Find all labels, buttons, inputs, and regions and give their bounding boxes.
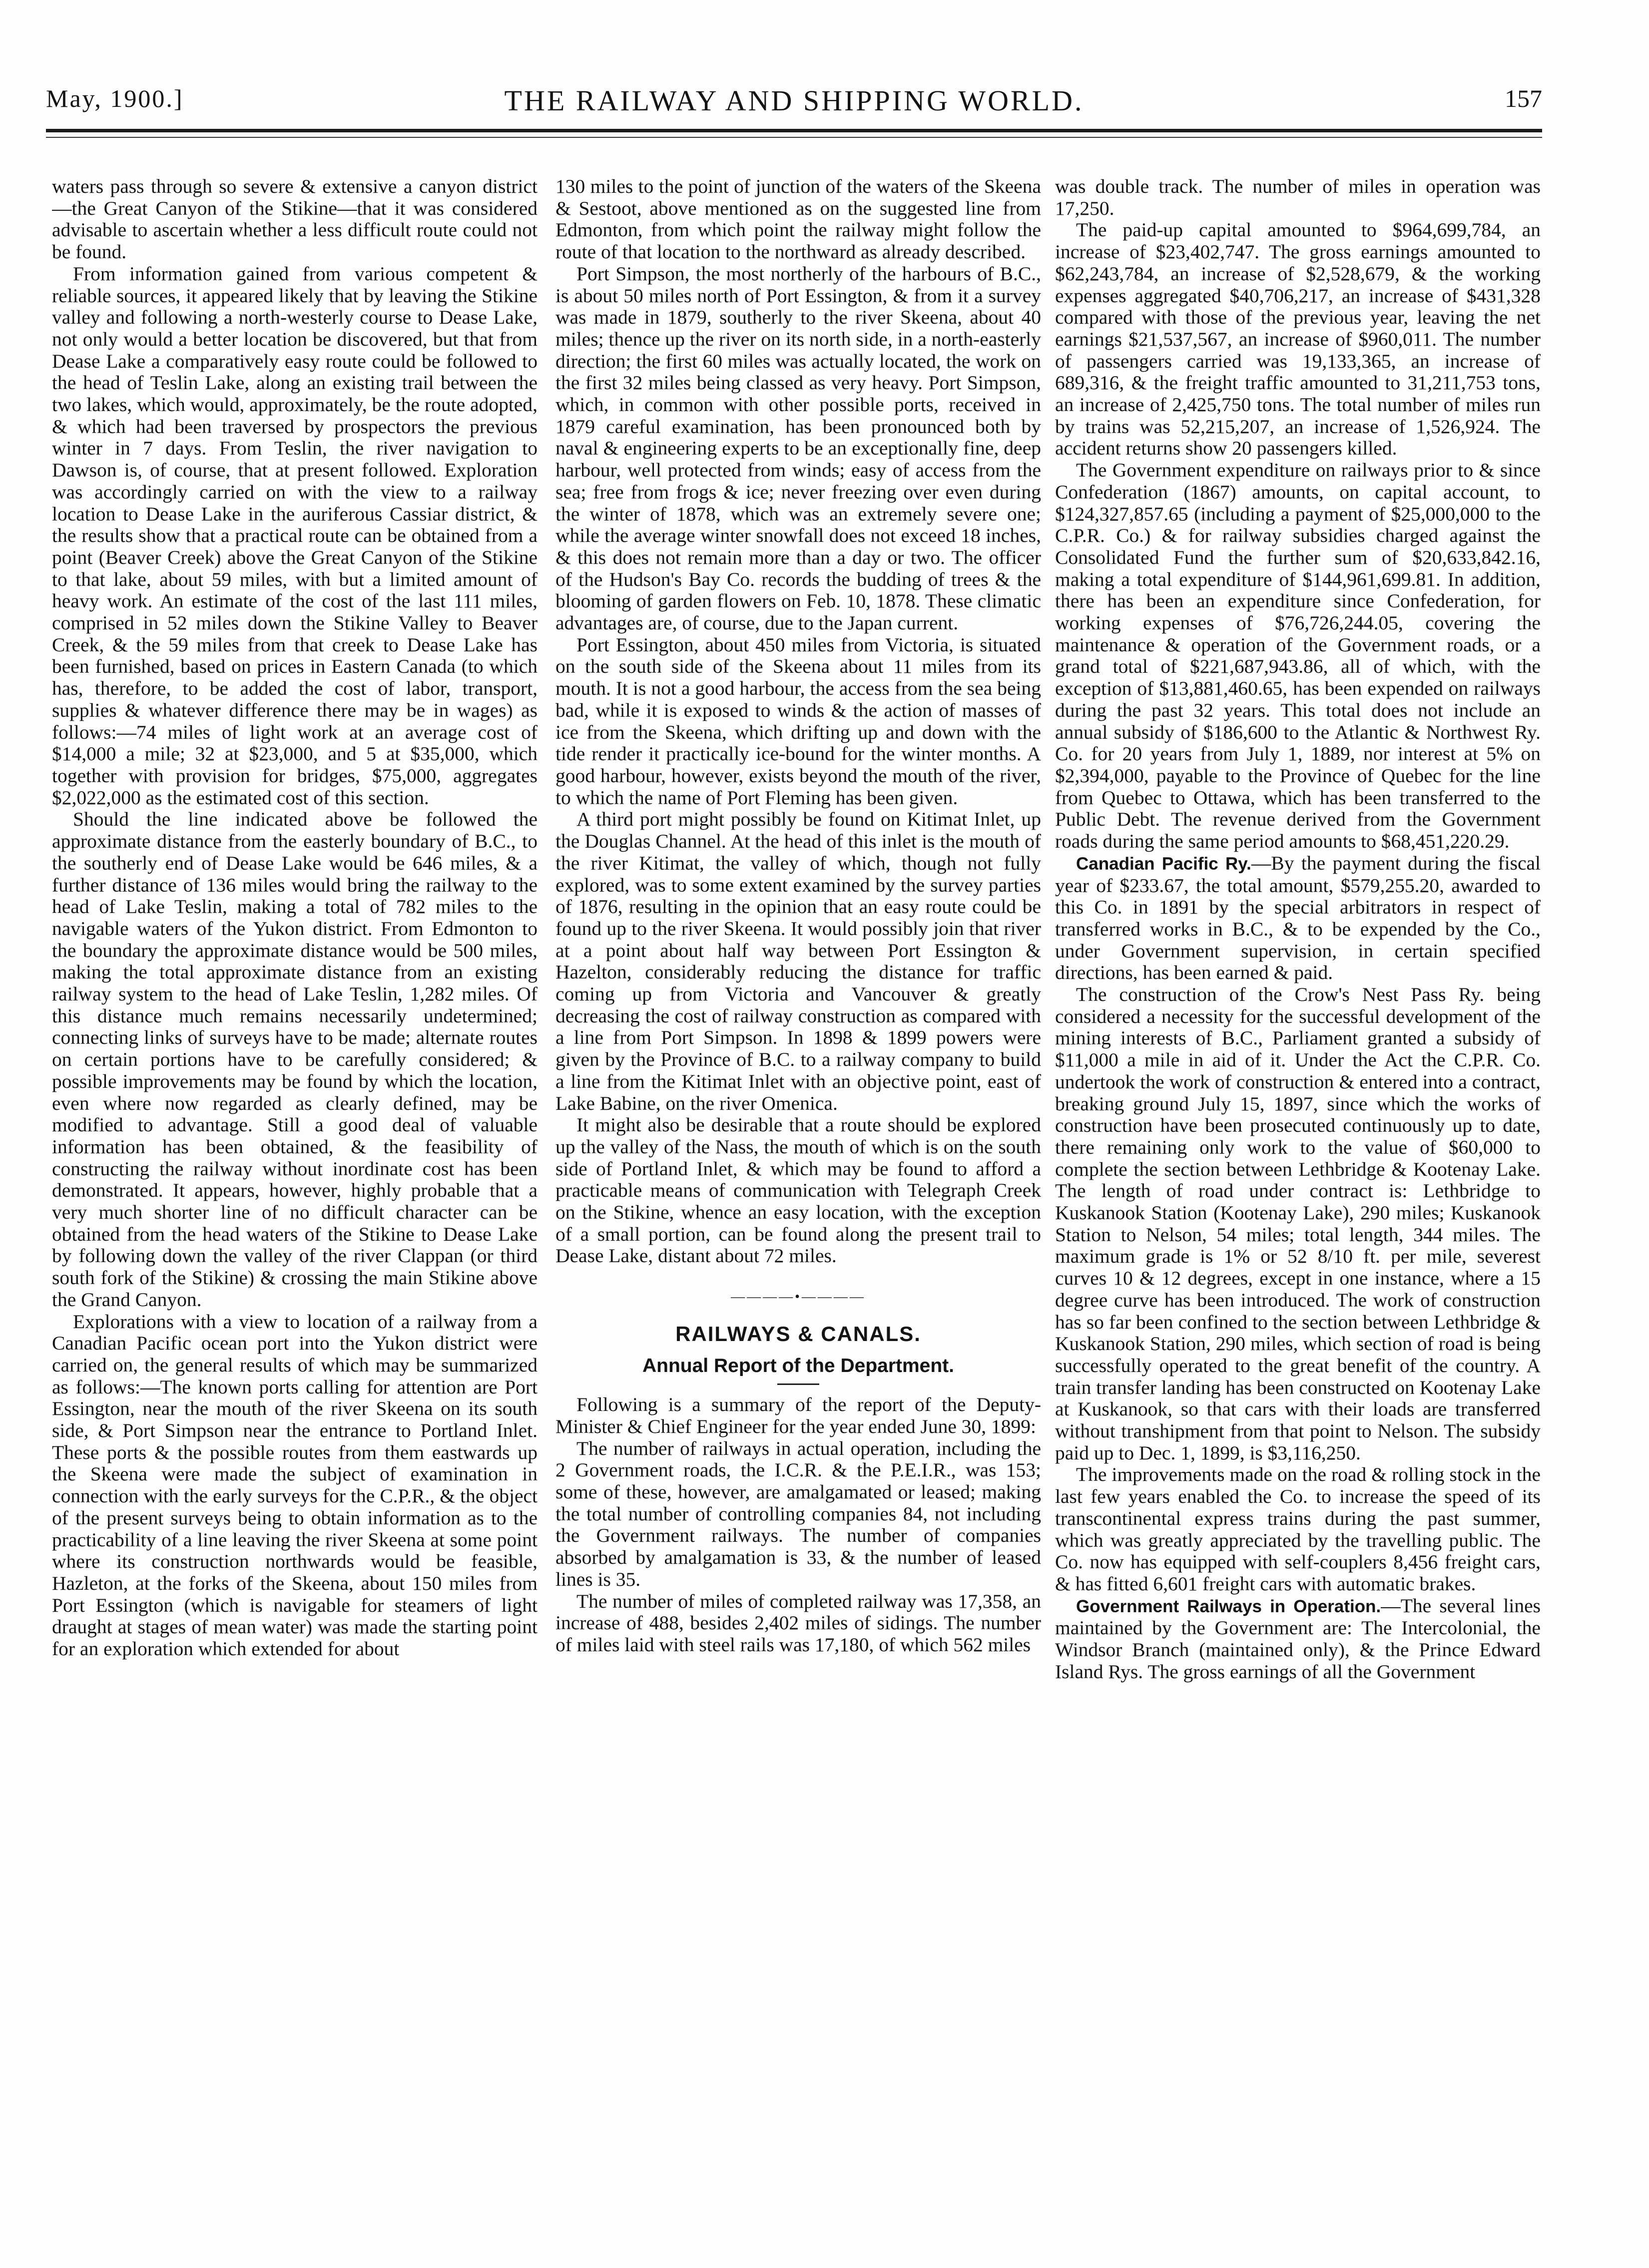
paragraph: Port Essington, about 450 miles from Victoria, is situated on the south side of the Skeena about 11 miles from its mouth. It is not a good harbour, the access from the sea being bad, while it is exposed to winds & the action of masses of ice from the Skeena, which drifting up and down with the tide render it practically ice-bound for the winter months. A good harbour, however, exists beyond the mouth of the river, to which the name of Port Fleming has been given. xyxy=(555,633,1041,809)
column-2 xyxy=(555,176,1041,2229)
paragraph: Should the line indicated above be followed the approximate distance from the easterly boundary of B.C., to the southerly end of Dease Lake would be 646 miles, & a further distance of 136 miles would bring the railway to the head of Lake Teslin, making a total of 782 miles to the navigable waters of the Yukon district. From Edmonton to the boundary the approximate distance would be 500 miles, making the total approximate distance from an existing railway system to the head of Lake Teslin, 1,282 miles. Of this distance much remains necessarily undetermined; connecting links of surveys have to be made; alternate routes on certain portions have to be carefully considered; & possible improvements may be found by which the location, even where now regarded as clearly defined, may be modified to advantage. Still a good deal of valuable information has been obtained, & the feasibility of constructing the railway without inordinate cost has been demonstrated. It appears, however, highly probable that a very much shorter line of no difficult character can be obtained from the head waters of the Stikine to Dease Lake by following down the valley of the river Clappan (or third south fork of the Stikine) & crossing the main Stikine above the Grand Canyon. xyxy=(52,808,538,1311)
paragraph-text: —The several lines maintained by the Government are: The Intercolonial, the Windsor Branch (maintained only), & the Prince Edward Island Rys. The gross earnings of all the Government xyxy=(1055,1594,1541,1683)
column-1 xyxy=(52,176,538,2229)
publication-title: THE RAILWAY AND SHIPPING WORLD. xyxy=(504,84,1084,117)
paragraph: The Government expenditure on railways prior to & since Confederation (1867) amounts, on capital account, to $124,327,857.65 (including a payment of $25,000,000 to the C.P.R. Co.) & for railway subsidies charged against the Consolidated Fund the further sum of $20,633,842.16, making a total expenditure of $144,961,699.81. In addition, there has been an expenditure since Confederation, for working expenses of $76,726,244.05, covering the maintenance & operation of the Government roads, or a grand total of $221,687,943.86, all of which, with the exception of $13,881,460.65, has been expended on railways during the past 32 years. This total does not include an annual subsidy of $186,600 to the Atlantic & Northwest Ry. Co. for 20 years from July 1, 1889, nor interest at 5% on $2,394,000, payable to the Province of Quebec for the line from Quebec to Ottawa, which has been transferred to the Public Debt. The revenue derived from the Government roads during the same period amounts to $68,451,220.29. xyxy=(1055,459,1541,853)
page-number: 157 xyxy=(1505,84,1542,112)
page-header xyxy=(46,84,1542,124)
run-in-heading: Government Railways in Operation. xyxy=(1076,1596,1381,1616)
paragraph: was double track. The number of miles in operation was 17,250. xyxy=(1055,176,1541,219)
paragraph: Explorations with a view to location of a railway from a Canadian Pacific ocean port into the Yukon district were carried on, the general results of which may be summarized as follows:—The known ports calling for attention are Port Essington, near the mouth of the river Skeena on its south side, & Port Simpson near the entrance to Portland Inlet. These ports & the possible routes from them eastwards up the Skeena were made the subject of examination in connection with the early surveys for the C.P.R., & the object of the present surveys being to obtain information as to the practicability of a line leaving the river Skeena at some point where its construction northwards would be feasible, Hazleton, at the forks of the Skeena, about 150 miles from Port Essington (which is navigable for steamers of light draught at stages of mean water) was made the starting point for an exploration which extended for about xyxy=(52,1310,538,1660)
issue-date: May, 1900.] xyxy=(46,84,184,112)
paragraph: Following is a summary of the report of the Deputy-Minister & Chief Engineer for the year ended June 30, 1899: xyxy=(555,1393,1041,1437)
paragraph: The number of railways in actual operation, including the 2 Government roads, the I.C.R. & the P.E.I.R., was 153; some of these, however, are amalgamated or leased; making the total number of controlling companies 84, not including the Government railways. The number of companies absorbed by amalgamation is 33, & the number of leased lines is 35. xyxy=(555,1437,1041,1590)
paragraph xyxy=(1055,853,1541,984)
section-separator: ————•———— xyxy=(731,1289,866,1305)
paragraph: Port Simpson, the most northerly of the harbours of B.C., is about 50 miles north of Port Essington, & from it a survey was made in 1879, southerly to the river Skeena, about 40 miles; thence up the river on its north side, in a north-easterly direction; the first 60 miles was actually located, the work on the first 32 miles being classed as very heavy. Port Simpson, which, in common with other possible ports, received in 1879 careful examination, has been pronounced both by naval & engineering experts to be an exceptionally fine, deep harbour, well protected from winds; easy of access from the sea; free from frogs & ice; never freezing over even during the winter of 1878, which was an extremely severe one; while the average winter snowfall does not exceed 18 inches, & this does not remain more than a day or two. The officer of the Hudson's Bay Co. records the budding of trees & the blooming of garden flowers on Feb. 10, 1878. These climatic advantages are, of course, due to the Japan current. xyxy=(555,262,1041,634)
run-in-heading: Canadian Pacific Ry. xyxy=(1076,854,1251,874)
paragraph: waters pass through so severe & extensive a canyon district—the Great Canyon of the Stikine—that it was considered advisable to ascertain whether a less difficult route could not be found. xyxy=(52,176,538,263)
paragraph: From information gained from various competent & reliable sources, it appeared likely that by leaving the Stikine valley and following a north-westerly course to Dease Lake, not only would a better location be discovered, but that from Dease Lake a comparatively easy route could be followed to the head of Teslin Lake, along an existing trail between the two lakes, which would, approximately, be the route adopted, & which had been traversed by prospectors the previous winter in 7 days. From Teslin, the river navigation to Dawson is, of course, that at present followed. Exploration was accordingly carried on with the view to a railway location to Dease Lake in the auriferous Cassiar district, & the results show that a practical route can be obtained from a point (Beaver Creek) above the Great Canyon of the Stikine to that lake, about 59 miles, with but a limited amount of heavy work. An estimate of the cost of the last 111 miles, comprised in 52 miles down the Stikine Valley to Beaver Creek, & the 59 miles from that creek to Dease Lake has been furnished, based on prices in Eastern Canada (to which has, therefore, to be added the cost of labor, transport, supplies & whatever difference there may be in wages) as follows:—74 miles of light work at an average cost of $14,000 a mile; 32 at $23,000, and 5 at $35,000, which together with provision for bridges, $75,000, aggregates $2,022,000 as the estimated cost of this section. xyxy=(52,262,538,809)
column-3 xyxy=(1055,176,1541,2229)
paragraph xyxy=(1055,1595,1541,1683)
paragraph: A third port might possibly be found on Kitimat Inlet, up the Douglas Channel. At the head of this inlet is the mouth of the river Kitimat, the valley of which, though not fully explored, was to some extent examined by the survey parties of 1876, resulting in the opinion that an easy route could be found up to the river Skeena. It would possibly join that river at a point about half way between Port Essington & Hazelton, considerably reducing the distance for traffic coming up from Victoria and Vancouver & greatly decreasing the cost of railway construction as compared with a line from Port Simpson. In 1898 & 1899 powers were given by the Province of B.C. to a railway company to build a line from the Kitimat Inlet with an objective point, east of Lake Babine, on the river Omenica. xyxy=(555,808,1041,1114)
header-rule xyxy=(46,129,1542,132)
paragraph-text: —By the payment during the fiscal year of $233.67, the total amount, $579,255.20, awarded to this Co. in 1891 by the special arbitrators in respect of transferred works in B.C., & to be expended by the Co., under Government supervision, in certain specified directions, has been earned & paid. xyxy=(1055,852,1541,984)
section-title: RAILWAYS & CANALS. xyxy=(675,1322,921,1346)
paragraph: It might also be desirable that a route should be explored up the valley of the Nass, the mouth of which is on the south side of Portland Inlet, & which may be found to afford a practicable means of communication with Telegraph Creek on the Stikine, whence an easy location, with the exception of a small portion, can be found along the present trail to Dease Lake, distant about 72 miles. xyxy=(555,1114,1041,1267)
section-subtitle: Annual Report of the Department. xyxy=(642,1355,955,1376)
paragraph: 130 miles to the point of junction of the waters of the Skeena & Sestoot, above mentioned as on the suggested line from Edmonton, from which point the railway might follow the route of that location to the northward as already described. xyxy=(555,176,1041,263)
paragraph: The paid-up capital amounted to $964,699,784, an increase of $23,402,747. The gross earnings amounted to $62,243,784, an increase of $2,528,679, & the working expenses aggregated $40,706,217, an increase of $431,328 compared with those of the previous year, leaving the net earnings $21,537,567, an increase of $960,011. The number of passengers carried was 19,133,365, an increase of 689,316, & the freight traffic amounted to 31,211,753 tons, an increase of 2,425,750 tons. The total number of miles run by trains was 52,215,207, an increase of 1,526,924. The accident returns show 20 passengers killed. xyxy=(1055,219,1541,459)
paragraph: The number of miles of completed railway was 17,358, an increase of 488, besides 2,402 miles of sidings. The number of miles laid with steel rails was 17,180, of which 562 miles xyxy=(555,1590,1041,1656)
paragraph: The construction of the Crow's Nest Pass Ry. being considered a necessity for the successful development of the mining interests of B.C., Parliament granted a subsidy of $11,000 a mile in aid of it. Under the Act the C.P.R. Co. undertook the work of construction & entered into a contract, breaking ground July 15, 1897, since which the works of construction have been prosecuted continuously up to date, there remaining only work to the value of $60,000 to complete the section between Lethbridge & Kootenay Lake. The length of road under contract is: Lethbridge to Kuskanook Station (Kootenay Lake), 290 miles; Kuskanook Station to Nelson, 54 miles; total length, 344 miles. The maximum grade is 1% or 52 8/10 ft. per mile, severest curves 10 & 12 degrees, except in one instance, where a 15 degree curve has been introduced. The work of construction has so far been confined to the section between Lethbridge & Kuskanook Station, 290 miles, which section of road is being successfully operated to the great benefit of the country. A train transfer landing has been constructed on Kootenay Lake at Kuskanook, so that cars with their loads are transferred without transhipment from that point to Nelson. The subsidy paid up to Dec. 1, 1899, is $3,116,250. xyxy=(1055,983,1541,1464)
subtitle-rule xyxy=(777,1383,819,1385)
header-rule-thin xyxy=(46,137,1542,138)
paragraph: The improvements made on the road & rolling stock in the last few years enabled the Co. to increase the speed of its transcontinental express trains during the past summer, which was greatly appreciated by the travelling public. The Co. now has equipped with self-couplers 8,456 freight cars, & has fitted 6,601 freight cars with automatic brakes. xyxy=(1055,1463,1541,1595)
